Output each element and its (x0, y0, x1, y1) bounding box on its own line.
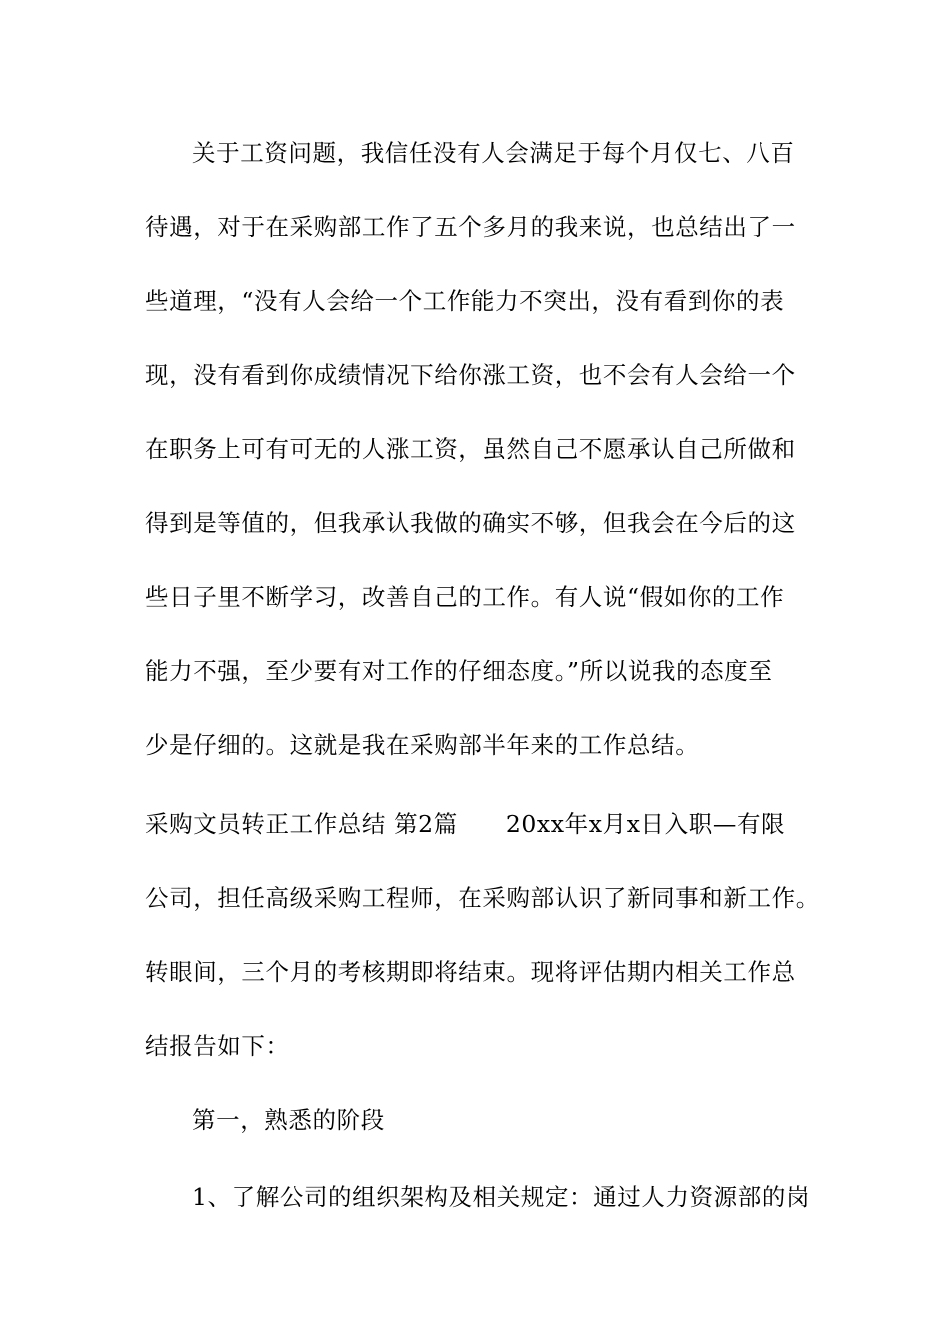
paragraph-1-line-1: 关于工资问题，我信任没有人会满足于每个月仅七、八百 (192, 139, 795, 167)
section-heading-line (145, 809, 785, 839)
section-title: 采购文员转正工作总结 第2篇 (145, 810, 458, 838)
list-item-1: 1、了解公司的组织架构及相关规定：通过人力资源部的岗 (192, 1183, 811, 1211)
paragraph-2-line-4: 结报告如下： (145, 1032, 290, 1060)
paragraph-1-line-9: 少是仔细的。这就是我在采购部半年来的工作总结。 (145, 731, 700, 759)
paragraph-2-line-3: 转眼间，三个月的考核期即将结束。现将评估期内相关工作总 (145, 958, 796, 986)
paragraph-1-line-3: 些道理，“没有人会给一个工作能力不突出，没有看到你的表 (145, 287, 785, 315)
paragraph-2-first-line: 20xx年x月x日入职—有限 (505, 810, 786, 838)
paragraph-2-line-2: 公司，担任高级采购工程师，在采购部认识了新同事和新工作。 (145, 884, 820, 912)
paragraph-1-line-4: 现，没有看到你成绩情况下给你涨工资，也不会有人会给一个 (145, 361, 796, 389)
paragraph-1-line-8: 能力不强，至少要有对工作的仔细态度。”所以说我的态度至 (145, 657, 773, 685)
paragraph-1-line-2: 待遇，对于在采购部工作了五个多月的我来说，也总结出了一 (145, 213, 796, 241)
paragraph-1-line-6: 得到是等值的，但我承认我做的确实不够，但我会在今后的这 (145, 509, 796, 537)
paragraph-1-line-7: 些日子里不断学习，改善自己的工作。有人说“假如你的工作 (145, 583, 785, 611)
paragraph-1-line-5: 在职务上可有可无的人涨工资，虽然自己不愿承认自己所做和 (145, 435, 796, 463)
subheading: 第一，熟悉的阶段 (192, 1106, 385, 1134)
